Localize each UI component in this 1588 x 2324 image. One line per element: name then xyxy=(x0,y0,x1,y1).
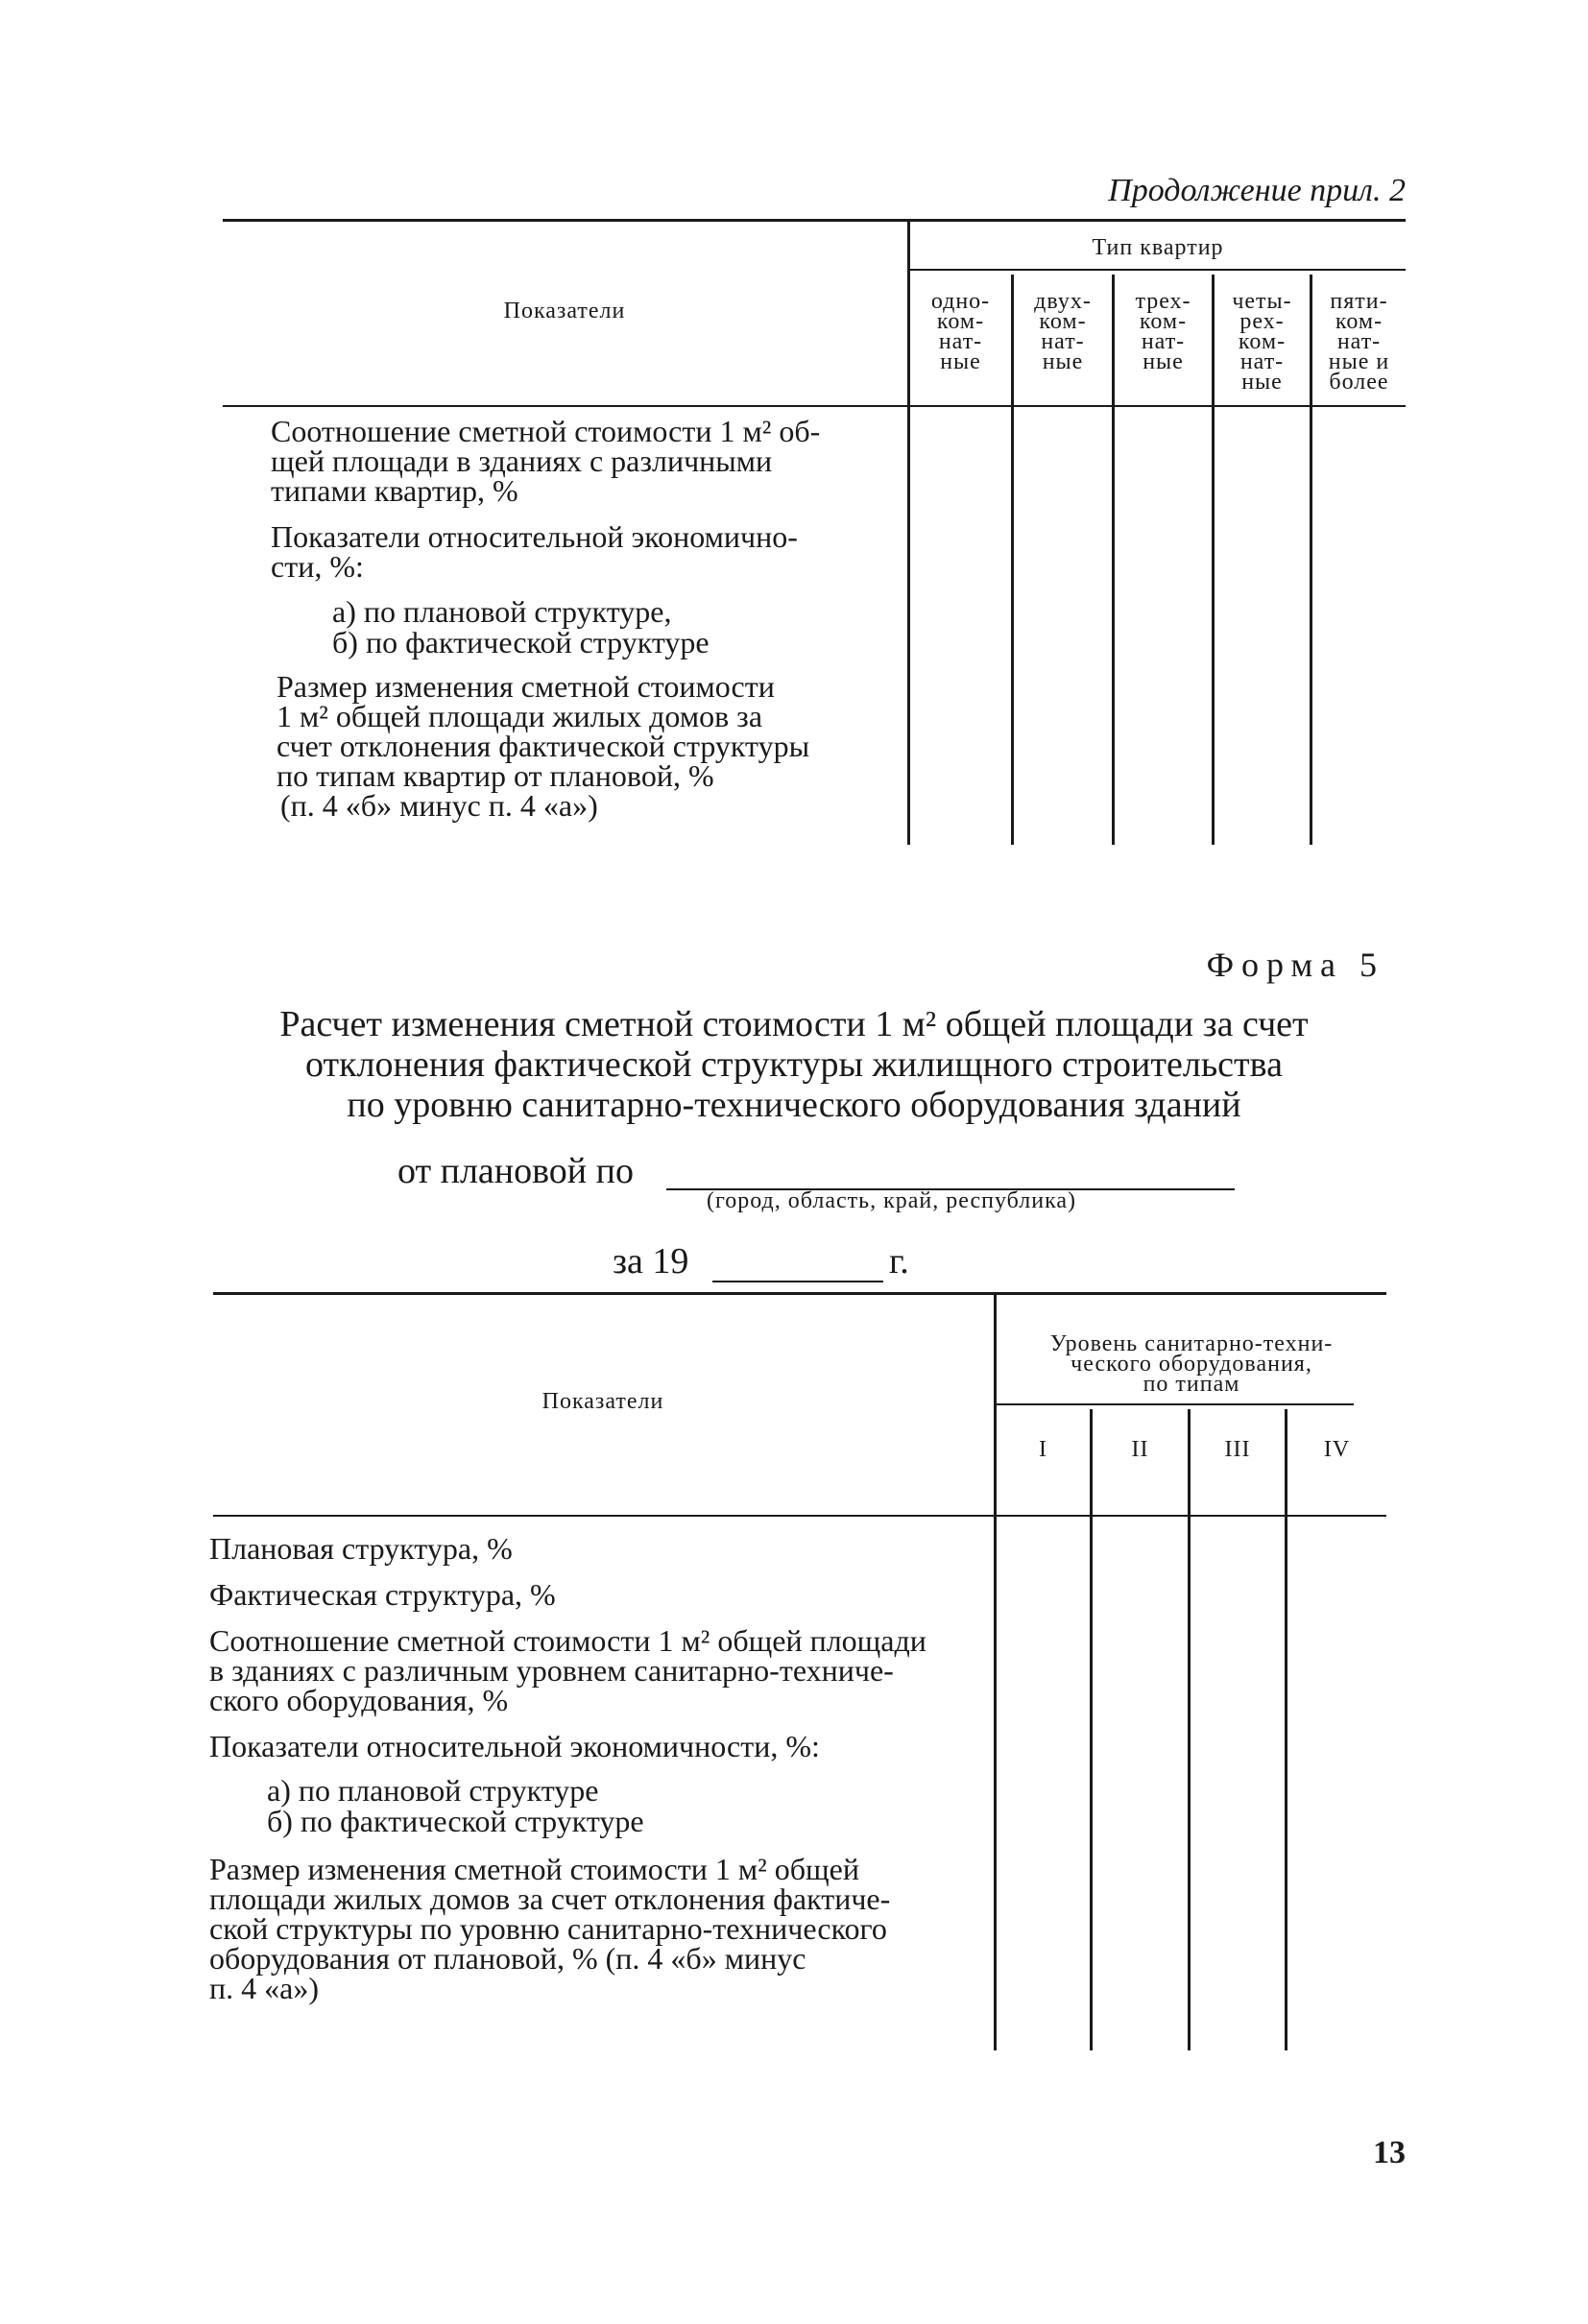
table1-col-header-1: одно- ком- нат- ные xyxy=(930,289,991,374)
table1-row-change: Размер изменения сметной стоимости 1 м² общей площади жилых домов за счет отклонения фактической структуры по типам квартир от плановой, % (п. 4 «б» минус п. 4 «а») xyxy=(277,669,810,823)
table1-group-rule xyxy=(910,269,1406,271)
table2-row-planned: а) по плановой структуре xyxy=(267,1773,599,1808)
table2-row-planned-structure: Плановая структура, % xyxy=(209,1531,513,1566)
table2-col-header-2: II xyxy=(1131,1437,1149,1462)
table1-col-header-3: трех- ком- нат- ные xyxy=(1135,289,1191,374)
table2-row-change: Размер изменения сметной стоимости 1 м² общей площади жилых домов за счет отклонения фактиче- ской структуры по уровню санитарно-технического оборудования от плановой, % (п. 4 «б» минус п. 4 «а») xyxy=(209,1852,891,2005)
table1-group-header: Тип квартир xyxy=(1092,235,1224,260)
year-suffix: г. xyxy=(889,1241,909,1282)
table1-row-efficiency: Показатели относительной экономично- сти, %: xyxy=(271,519,798,584)
table2-vline xyxy=(1285,1409,1287,2050)
table2-top-rule xyxy=(213,1292,1386,1295)
table1-header-rule xyxy=(223,405,1406,407)
table1-row-estimate-ratio: Соотношение сметной стоимости 1 м² об- щей площади в зданиях с различными типами квартир, % xyxy=(271,414,821,508)
page-number: 13 xyxy=(1373,2135,1406,2170)
table1-col-header-5: пяти- ком- нат- ные и более xyxy=(1328,289,1390,395)
table2-indicator-header: Показатели xyxy=(541,1389,664,1414)
year-prefix: за 19 xyxy=(613,1241,689,1282)
table1-row-planned: а) по плановой структуре, xyxy=(332,594,672,629)
table2-group-header: Уровень санитарно-техни- ческого оборудования, по типам xyxy=(1049,1331,1334,1397)
year-blank xyxy=(712,1281,883,1282)
table2-row-actual: б) по фактической структуре xyxy=(267,1804,644,1838)
table1-row-actual: б) по фактической структуре xyxy=(332,625,710,659)
table2-col-header-3: III xyxy=(1224,1437,1251,1462)
region-hint: (город, область, край, республика) xyxy=(707,1188,1077,1213)
table2-header-rule xyxy=(213,1515,1386,1517)
table1-col-header-4: четы- рех- ком- нат- ные xyxy=(1232,289,1292,395)
table2-row-efficiency: Показатели относительной экономичности, %: xyxy=(209,1729,820,1763)
table1-indicator-header: Показатели xyxy=(503,299,626,323)
table2-col-header-1: I xyxy=(1039,1437,1047,1462)
continuation-label: Продолжение прил. 2 xyxy=(1108,173,1406,208)
table2-vline xyxy=(1188,1409,1191,2050)
table2-group-rule xyxy=(997,1403,1354,1405)
table2-vline xyxy=(1090,1409,1093,2050)
table2-row-actual-structure: Фактическая структура, % xyxy=(209,1577,556,1612)
table1-top-rule xyxy=(223,219,1406,222)
table1-col-header-2: двух- ком- нат- ные xyxy=(1034,289,1092,374)
table2-vline xyxy=(994,1294,997,2050)
form-title: Расчет изменения сметной стоимости 1 м² общей площади за счет отклонения фактической структуры жилищного строительства по уровню санитарно-технического оборудования зданий xyxy=(279,1004,1309,1125)
table2-row-estimate-ratio: Соотношение сметной стоимости 1 м² общей площади в зданиях с различным уровнем санитарно-техниче- ского оборудования, % xyxy=(209,1623,926,1717)
table2-col-header-4: IV xyxy=(1323,1437,1351,1462)
from-planned-label: от плановой по xyxy=(397,1151,634,1191)
form-label: Форма 5 xyxy=(1206,946,1384,984)
